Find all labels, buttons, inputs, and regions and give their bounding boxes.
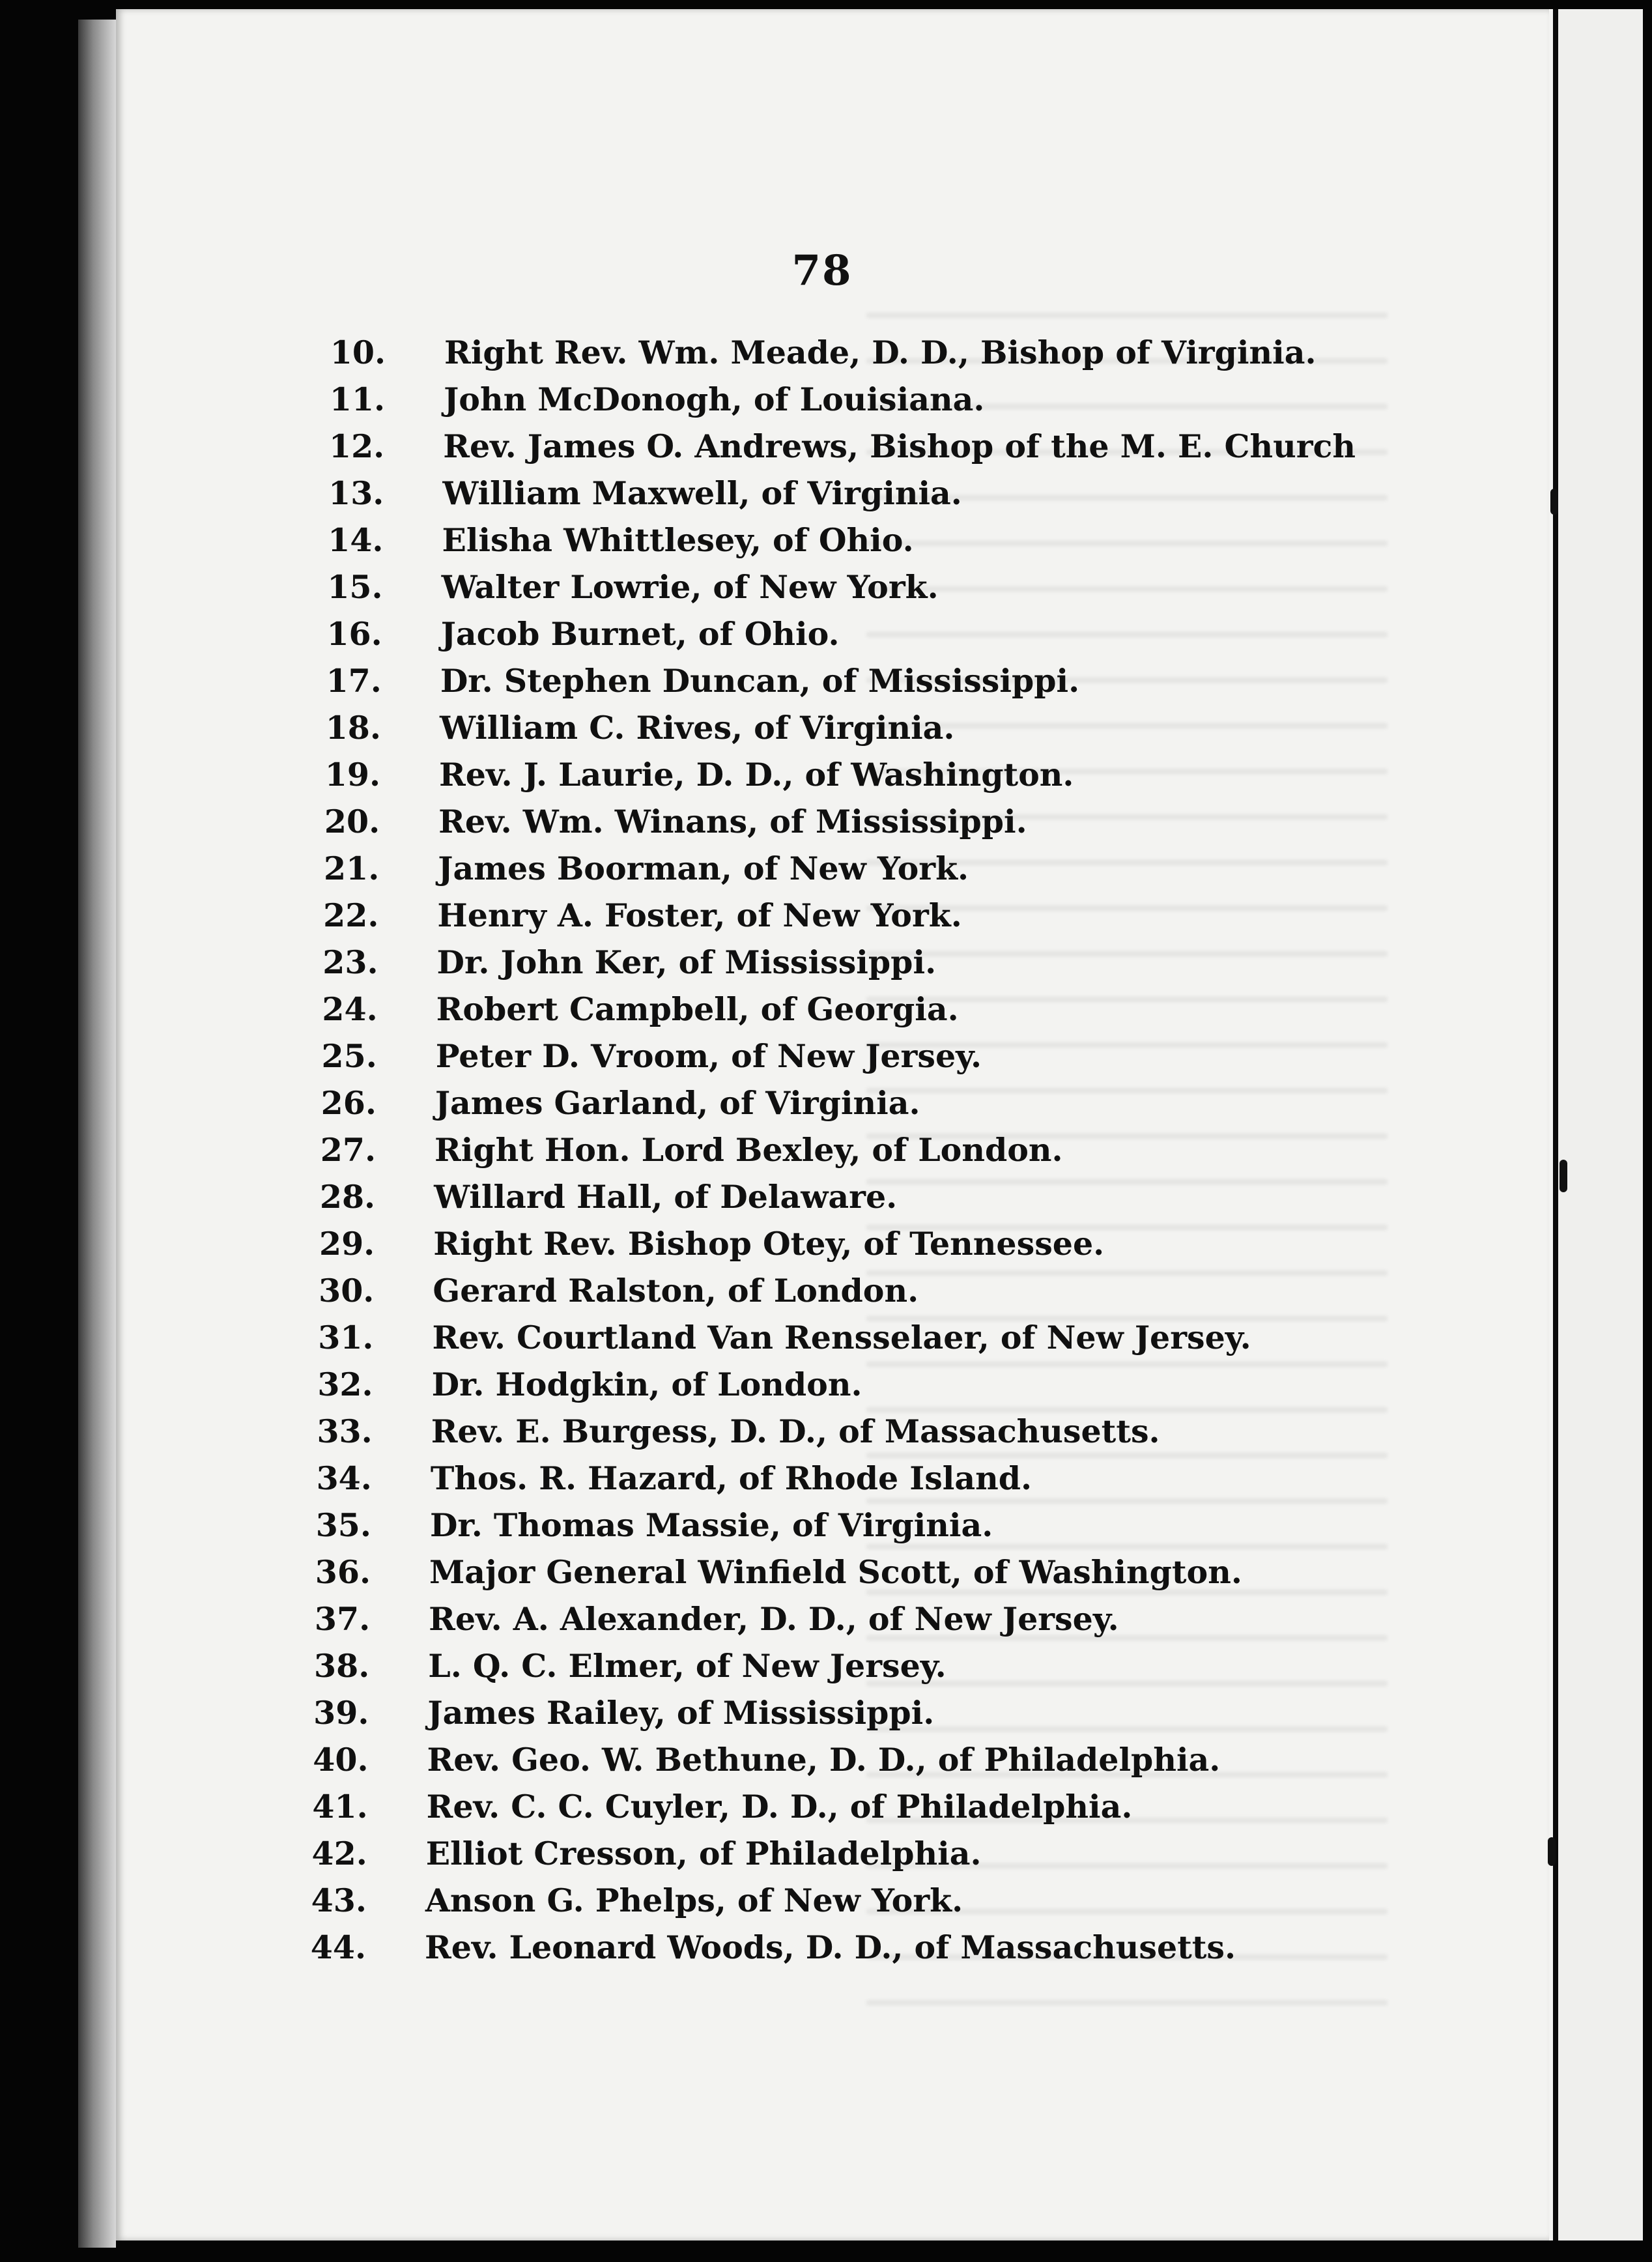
list-item (0, 470, 1652, 517)
entry-number: 15. (327, 568, 383, 606)
list-item (0, 986, 1652, 1033)
entry-text: Right Hon. Lord Bexley, of London. (434, 1131, 1063, 1169)
list-item (0, 1033, 1652, 1080)
entry-number: 38. (314, 1647, 370, 1685)
entry-text: Right Rev. Bishop Otey, of Tennessee. (433, 1225, 1105, 1263)
entry-number: 23. (322, 943, 378, 981)
entry-text: Rev. Leonard Woods, D. D., of Massachusetts. (425, 1928, 1236, 1966)
entry-text: Gerard Ralston, of London. (433, 1272, 919, 1310)
entry-number: 35. (315, 1506, 371, 1544)
entry-text: Rev. J. Laurie, D. D., of Washington. (439, 756, 1074, 794)
entry-text: William Maxwell, of Virginia. (442, 474, 962, 512)
entry-number: 36. (315, 1553, 371, 1591)
entry-number: 22. (323, 896, 379, 934)
list-item (0, 751, 1652, 798)
entry-text: James Garland, of Virginia. (434, 1084, 920, 1122)
entry-number: 33. (317, 1412, 373, 1450)
entry-number: 31. (318, 1319, 374, 1356)
list-item (0, 1173, 1652, 1220)
entry-number: 27. (320, 1131, 376, 1169)
list-item (0, 376, 1652, 423)
entry-text: Rev. Wm. Winans, of Mississippi. (438, 803, 1027, 840)
list-item (0, 1830, 1652, 1877)
list-item (0, 423, 1652, 470)
list-item (0, 564, 1652, 610)
entry-number: 28. (319, 1178, 376, 1216)
list-item (0, 1596, 1652, 1642)
entry-text: Rev. A. Alexander, D. D., of New Jersey. (429, 1600, 1119, 1638)
list-item (0, 1783, 1652, 1830)
list-item (0, 657, 1652, 704)
entry-number: 39. (313, 1694, 369, 1732)
entry-number: 34. (316, 1459, 372, 1497)
entry-number: 42. (311, 1835, 367, 1872)
entry-number: 44. (310, 1928, 366, 1966)
entry-number: 21. (324, 850, 380, 887)
entry-text: Jacob Burnet, of Ohio. (440, 615, 840, 653)
list-item (0, 1877, 1652, 1924)
entry-text: Right Rev. Wm. Meade, D. D., Bishop of Virginia. (444, 334, 1317, 371)
entry-number: 19. (324, 756, 381, 794)
entry-text: William C. Rives, of Virginia. (439, 709, 955, 747)
page-number: 78 (791, 246, 853, 295)
list-item (0, 1314, 1652, 1361)
member-list (0, 329, 1652, 1971)
entry-text: Thos. R. Hazard, of Rhode Island. (430, 1459, 1032, 1497)
entry-number: 11. (329, 380, 386, 418)
list-item (0, 1361, 1652, 1408)
entry-text: Major General Winfield Scott, of Washington. (429, 1553, 1242, 1591)
entry-text: Rev. James O. Andrews, Bishop of the M. E. Church (443, 427, 1356, 465)
entry-number: 30. (319, 1272, 375, 1310)
entry-number: 20. (324, 803, 380, 840)
entry-text: Rev. C. C. Cuyler, D. D., of Philadelphia. (426, 1788, 1133, 1825)
entry-text: Rev. Courtland Van Rensselaer, of New Jersey. (432, 1319, 1251, 1356)
entry-text: Dr. Thomas Massie, of Virginia. (429, 1506, 993, 1544)
entry-number: 41. (312, 1788, 368, 1825)
list-item (0, 798, 1652, 845)
entry-text: Rev. E. Burgess, D. D., of Massachusetts. (431, 1412, 1160, 1450)
entry-text: Rev. Geo. W. Bethune, D. D., of Philadelphia. (427, 1741, 1221, 1779)
list-item (0, 892, 1652, 939)
list-item (0, 1549, 1652, 1596)
list-item (0, 1126, 1652, 1173)
entry-text: Dr. Hodgkin, of London. (431, 1366, 862, 1403)
list-item (0, 1689, 1652, 1736)
list-item (0, 939, 1652, 986)
list-item (0, 1455, 1652, 1502)
list-item (0, 1267, 1652, 1314)
entry-number: 18. (325, 709, 381, 747)
list-item (0, 610, 1652, 657)
entry-text: L. Q. C. Elmer, of New Jersey. (428, 1647, 947, 1685)
entry-number: 14. (328, 521, 384, 559)
entry-number: 43. (311, 1882, 367, 1919)
entry-number: 16. (326, 615, 382, 653)
entry-number: 17. (326, 662, 382, 700)
entry-number: 25. (321, 1037, 377, 1075)
entry-text: Henry A. Foster, of New York. (437, 896, 962, 934)
list-item (0, 329, 1652, 376)
entry-number: 32. (317, 1366, 373, 1403)
list-item (0, 1408, 1652, 1455)
list-item (0, 1924, 1652, 1971)
entry-text: Dr. Stephen Duncan, of Mississippi. (440, 662, 1080, 700)
list-item (0, 1642, 1652, 1689)
entry-text: Dr. John Ker, of Mississippi. (436, 943, 937, 981)
list-item (0, 1080, 1652, 1126)
entry-number: 10. (330, 334, 386, 371)
list-item (0, 517, 1652, 564)
entry-text: Elliot Cresson, of Philadelphia. (425, 1835, 982, 1872)
entry-number: 37. (314, 1600, 371, 1638)
list-item (0, 1736, 1652, 1783)
entry-text: Walter Lowrie, of New York. (441, 568, 939, 606)
entry-text: John McDonogh, of Louisiana. (444, 380, 985, 418)
entry-text: Robert Campbell, of Georgia. (436, 990, 959, 1028)
entry-text: Peter D. Vroom, of New Jersey. (435, 1037, 982, 1075)
entry-number: 13. (328, 474, 384, 512)
entry-text: James Railey, of Mississippi. (427, 1694, 935, 1732)
entry-text: James Boorman, of New York. (438, 850, 969, 887)
entry-text: Elisha Whittlesey, of Ohio. (442, 521, 914, 559)
entry-number: 24. (322, 990, 378, 1028)
list-item (0, 704, 1652, 751)
entry-number: 12. (328, 427, 385, 465)
entry-number: 26. (320, 1084, 377, 1122)
list-item (0, 845, 1652, 892)
list-item (0, 1220, 1652, 1267)
entry-number: 40. (313, 1741, 369, 1779)
entry-number: 29. (319, 1225, 375, 1263)
list-item (0, 1502, 1652, 1549)
entry-text: Willard Hall, of Delaware. (434, 1178, 898, 1216)
entry-text: Anson G. Phelps, of New York. (425, 1882, 963, 1919)
